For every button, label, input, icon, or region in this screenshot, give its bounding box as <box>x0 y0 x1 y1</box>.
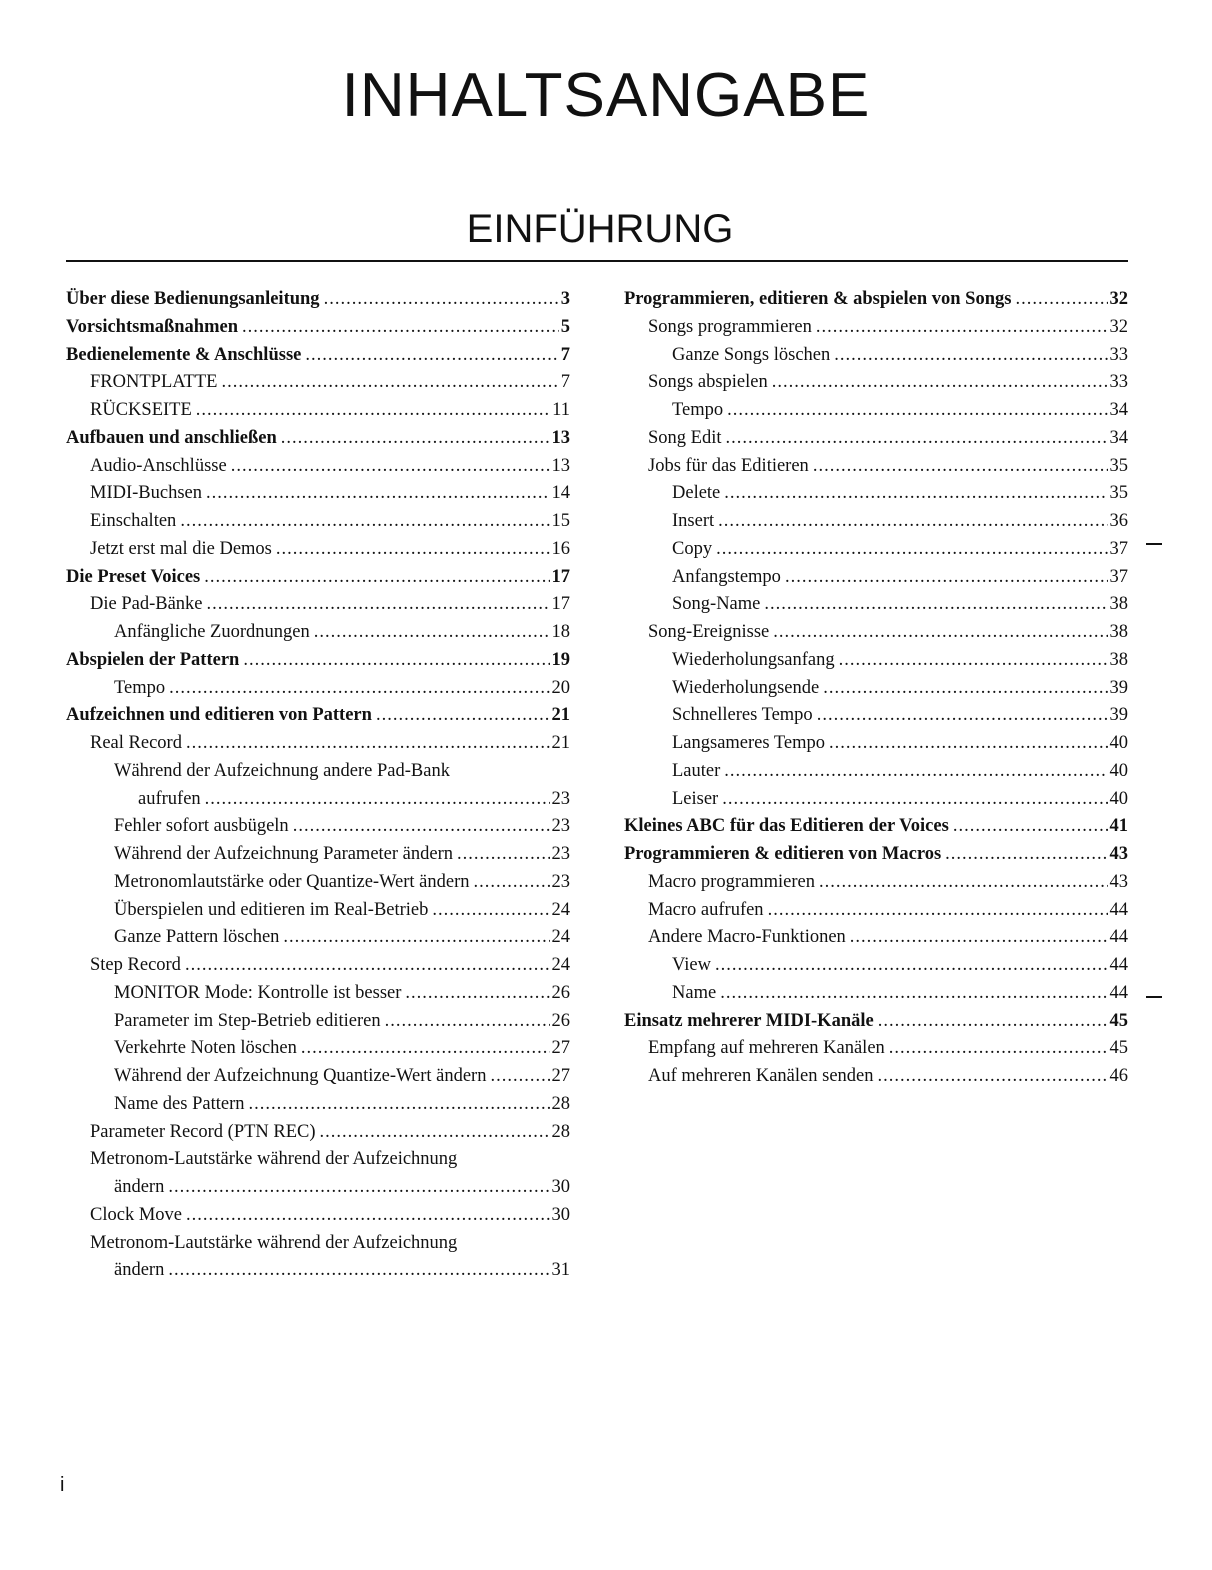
toc-entry[interactable] <box>624 675 1128 703</box>
dot-leader <box>945 841 1107 869</box>
dot-leader <box>314 619 550 647</box>
toc-entry[interactable] <box>66 897 570 925</box>
toc-entry-page: 44 <box>1109 927 1128 948</box>
toc-entry-label: Vorsichtsmaßnahmen <box>66 316 239 337</box>
toc-entry-label: Real Record <box>90 733 182 753</box>
toc-entry-label: RÜCKSEITE <box>90 400 192 420</box>
toc-entry-label: Fehler sofort ausbügeln <box>114 816 289 837</box>
toc-entry-page: 45 <box>1109 1010 1128 1031</box>
dot-leader <box>834 342 1107 370</box>
toc-entry-page: 36 <box>1109 511 1128 531</box>
toc-entry-label: Bedienelemente & Anschlüsse <box>66 344 302 365</box>
toc-entry-page: 19 <box>551 649 570 670</box>
toc-entry[interactable] <box>66 1230 570 1258</box>
toc-entry[interactable] <box>66 924 570 952</box>
toc-entry[interactable] <box>66 536 570 564</box>
toc-entry-page: 30 <box>551 1177 570 1197</box>
dot-leader <box>283 924 549 952</box>
dot-leader <box>305 342 558 370</box>
dot-leader <box>726 425 1108 453</box>
toc-entry-label: Parameter Record (PTN REC) <box>90 1121 316 1142</box>
toc-entry-page: 34 <box>1109 400 1128 420</box>
toc-entry-label: Kleines ABC für das Editieren der Voices <box>624 816 949 837</box>
toc-entry-label: Einsatz mehrerer MIDI-Kanäle <box>624 1010 874 1031</box>
dot-leader <box>185 952 550 980</box>
dot-leader <box>432 897 549 925</box>
dot-leader <box>204 564 549 592</box>
toc-entry-page: 33 <box>1109 372 1128 393</box>
dot-leader <box>718 508 1107 536</box>
dot-leader <box>819 869 1108 897</box>
toc-entry[interactable] <box>66 730 570 758</box>
dot-leader <box>457 841 549 869</box>
toc-entry[interactable] <box>66 841 570 869</box>
toc-entry[interactable] <box>66 675 570 703</box>
toc-entry-page: 38 <box>1109 594 1128 615</box>
toc-entry-page: 24 <box>551 899 570 920</box>
toc-entry-page: 27 <box>551 1038 570 1059</box>
dot-leader <box>186 730 550 758</box>
toc-entry-page: 21 <box>551 705 570 726</box>
dot-leader <box>772 369 1108 397</box>
dot-leader <box>221 369 558 397</box>
toc-entry-label: Lauter <box>672 760 721 781</box>
toc-entry[interactable] <box>624 647 1128 675</box>
toc-entry-page: 20 <box>551 677 570 698</box>
toc-entry-label: Song Edit <box>648 427 722 448</box>
toc-entry-label: Leiser <box>672 788 719 809</box>
toc-entry[interactable] <box>624 342 1128 370</box>
toc-entry-page: 21 <box>551 733 570 753</box>
toc-entry-label: Während der Aufzeichnung Quantize-Wert ändern <box>114 1066 487 1086</box>
toc-entry-label: Anfängliche Zuordnungen <box>114 622 310 642</box>
toc-entry[interactable] <box>66 869 570 897</box>
toc-entry[interactable] <box>624 952 1128 980</box>
toc-entry-page: 18 <box>551 622 570 642</box>
toc-entry-label: MONITOR Mode: Kontrolle ist besser <box>114 982 402 1003</box>
toc-entry[interactable] <box>66 314 570 342</box>
dot-leader <box>276 536 550 564</box>
toc-entry[interactable] <box>624 786 1128 814</box>
dot-leader <box>324 286 559 314</box>
toc-entry-label: Schnelleres Tempo <box>672 705 813 726</box>
toc-entry-page: 35 <box>1109 455 1128 476</box>
dot-leader <box>205 786 550 814</box>
toc-entry-page: 13 <box>551 455 570 476</box>
toc-entry-page: 27 <box>551 1066 570 1086</box>
toc-entry-page: 31 <box>551 1260 570 1281</box>
dot-leader <box>850 924 1108 952</box>
toc-entry-page: 7 <box>560 372 570 393</box>
toc-left-column <box>66 286 570 1285</box>
toc-entry[interactable] <box>66 480 570 508</box>
toc-entry[interactable] <box>66 1035 570 1063</box>
toc-entry-label: Metronom-Lautstärke während der Aufzeichnung <box>90 1149 458 1170</box>
toc-entry[interactable] <box>624 369 1128 397</box>
toc-entry-label: Während der Aufzeichnung Parameter ändern <box>114 844 454 864</box>
toc-entry-label: Über diese Bedienungsanleitung <box>66 289 320 309</box>
toc-entry-page: 3 <box>560 289 570 309</box>
toc-entry-label: FRONTPLATTE <box>90 372 218 393</box>
toc-entry-label: MIDI-Buchsen <box>90 483 203 504</box>
dot-leader <box>764 591 1107 619</box>
margin-mark <box>1146 996 1162 998</box>
dot-leader <box>878 1008 1108 1036</box>
toc-entry[interactable] <box>624 813 1128 841</box>
toc-entry-label: View <box>672 955 711 975</box>
dot-leader <box>785 564 1108 592</box>
toc-entry[interactable] <box>624 758 1128 786</box>
toc-entry[interactable] <box>66 591 570 619</box>
toc-entry[interactable] <box>624 841 1128 869</box>
toc-entry[interactable] <box>624 1035 1128 1063</box>
toc-entry-page: 15 <box>551 511 570 531</box>
toc-entry[interactable] <box>66 1091 570 1119</box>
toc-entry[interactable] <box>66 758 570 786</box>
toc-entry-label: Die Preset Voices <box>66 566 201 587</box>
toc-entry-label: Einschalten <box>90 511 177 531</box>
toc-entry-page: 45 <box>1109 1038 1128 1059</box>
dot-leader <box>724 758 1107 786</box>
toc-entry-label: Aufzeichnen und editieren von Pattern <box>66 705 372 726</box>
toc-right-column <box>624 286 1128 1091</box>
toc-entry-page: 44 <box>1109 899 1128 920</box>
toc-entry[interactable] <box>66 1257 570 1285</box>
dot-leader <box>813 453 1108 481</box>
toc-entry[interactable] <box>66 1008 570 1036</box>
toc-entry-page: 40 <box>1109 733 1128 753</box>
toc-entry-page: 13 <box>551 427 570 448</box>
toc-entry-page: 39 <box>1109 677 1128 698</box>
toc-entry[interactable] <box>66 1202 570 1230</box>
toc-entry[interactable] <box>66 1174 570 1202</box>
dot-leader <box>320 1119 550 1147</box>
toc-entry-label: Jetzt erst mal die Demos <box>90 538 272 559</box>
toc-entry-label: Überspielen und editieren im Real-Betrieb <box>114 899 429 920</box>
toc-entry-label: Tempo <box>114 677 166 698</box>
dot-leader <box>716 536 1107 564</box>
page-number: i <box>60 1474 65 1496</box>
toc-entry[interactable] <box>624 1063 1128 1091</box>
toc-entry-page: 24 <box>551 955 570 975</box>
dot-leader <box>839 647 1108 675</box>
dot-leader <box>180 508 549 536</box>
dot-leader <box>953 813 1108 841</box>
dot-leader <box>206 480 549 508</box>
toc-entry[interactable] <box>624 619 1128 647</box>
dot-leader <box>376 702 550 730</box>
toc-entry-label: Programmieren & editieren von Macros <box>624 844 942 864</box>
dot-leader <box>768 897 1108 925</box>
toc-entry-label: Macro programmieren <box>648 871 815 892</box>
toc-entry[interactable] <box>66 1119 570 1147</box>
toc-entry-page: 43 <box>1109 871 1128 892</box>
toc-entry-label: Wiederholungsanfang <box>672 649 835 670</box>
toc-entry-page: 28 <box>551 1093 570 1114</box>
toc-entry-page: 30 <box>551 1204 570 1225</box>
toc-entry-label: Name des Pattern <box>114 1093 245 1114</box>
toc-entry-page: 26 <box>551 1010 570 1031</box>
dot-leader <box>281 425 550 453</box>
dot-leader <box>301 1035 550 1063</box>
toc-entry-label: Jobs für das Editieren <box>648 455 809 476</box>
toc-entry-page: 32 <box>1109 316 1128 337</box>
toc-entry[interactable] <box>66 1063 570 1091</box>
toc-entry-page: 35 <box>1109 483 1128 504</box>
toc-entry[interactable] <box>66 647 570 675</box>
toc-entry[interactable] <box>66 453 570 481</box>
toc-entry-page: 37 <box>1109 566 1128 587</box>
toc-entry[interactable] <box>624 702 1128 730</box>
toc-entry-page: 38 <box>1109 649 1128 670</box>
toc-entry-page: 23 <box>551 788 570 809</box>
toc-entry-label: Auf mehreren Kanälen senden <box>648 1066 874 1086</box>
toc-entry[interactable] <box>624 924 1128 952</box>
toc-entry[interactable] <box>66 1146 570 1174</box>
toc-entry[interactable] <box>624 869 1128 897</box>
toc-entry-page: 17 <box>551 566 570 587</box>
dot-leader <box>293 813 550 841</box>
toc-entry-label: Die Pad-Bänke <box>90 594 203 615</box>
toc-entry[interactable] <box>66 369 570 397</box>
toc-entry-page: 23 <box>551 844 570 864</box>
toc-entry-label: Delete <box>672 483 721 504</box>
dot-leader <box>722 786 1107 814</box>
dot-leader <box>249 1091 550 1119</box>
toc-entry-page: 39 <box>1109 705 1128 726</box>
toc-entry-page: 32 <box>1109 289 1128 309</box>
toc-entry-label: Tempo <box>672 400 724 420</box>
dot-leader <box>1015 286 1107 314</box>
toc-entry-page: 41 <box>1109 816 1128 837</box>
toc-entry-label: Metronom-Lautstärke während der Aufzeichnung <box>90 1232 458 1253</box>
toc-entry-label: Während der Aufzeichnung andere Pad-Bank <box>114 760 450 781</box>
toc-entry[interactable] <box>624 314 1128 342</box>
toc-entry-page: 23 <box>551 816 570 837</box>
dot-leader <box>823 675 1107 703</box>
toc-entry[interactable] <box>66 702 570 730</box>
dot-leader <box>720 980 1107 1008</box>
dot-leader <box>724 480 1107 508</box>
dot-leader <box>773 619 1107 647</box>
toc-entry[interactable] <box>66 813 570 841</box>
toc-entry-page: 26 <box>551 982 570 1003</box>
dot-leader <box>231 453 550 481</box>
toc-entry-page: 34 <box>1109 427 1128 448</box>
dot-leader <box>405 980 549 1008</box>
toc-entry-page: 44 <box>1109 982 1128 1003</box>
toc-entry-label: Aufbauen und anschließen <box>66 427 277 448</box>
margin-mark <box>1146 543 1162 545</box>
toc-entry-label: Macro aufrufen <box>648 899 764 920</box>
toc-entry[interactable] <box>624 536 1128 564</box>
toc-entry-label: Songs abspielen <box>648 372 768 393</box>
dot-leader <box>474 869 550 897</box>
toc-entry-page: 14 <box>551 483 570 504</box>
toc-entry-label: Programmieren, editieren & abspielen von Songs <box>624 289 1012 309</box>
toc-entry-label: Anfangstempo <box>672 566 781 587</box>
toc-entry-label: Langsameres Tempo <box>672 733 825 753</box>
toc-entry[interactable] <box>624 425 1128 453</box>
toc-entry-page: 40 <box>1109 760 1128 781</box>
toc-entry-label: Song-Name <box>672 594 761 615</box>
toc-entry-label: Copy <box>672 538 713 559</box>
toc-entry[interactable] <box>66 564 570 592</box>
dot-leader <box>889 1035 1108 1063</box>
toc-entry-page: 23 <box>551 871 570 892</box>
toc-entry[interactable] <box>66 786 570 814</box>
toc-entry-label: ändern <box>114 1177 165 1197</box>
toc-entry-page: 16 <box>551 538 570 559</box>
toc-entry-label: Ganze Pattern löschen <box>114 927 280 948</box>
toc-entry[interactable] <box>66 619 570 647</box>
toc-entry-label: Insert <box>672 511 715 531</box>
toc-entry[interactable] <box>66 342 570 370</box>
toc-entry[interactable] <box>624 1008 1128 1036</box>
dot-leader <box>168 1257 549 1285</box>
toc-entry-label: Step Record <box>90 955 181 975</box>
toc-entry-label: Andere Macro-Funktionen <box>648 927 846 948</box>
toc-entry[interactable] <box>624 453 1128 481</box>
toc-entry-label: ändern <box>114 1260 165 1281</box>
dot-leader <box>196 397 550 425</box>
toc-entry-label: Parameter im Step-Betrieb editieren <box>114 1010 381 1031</box>
toc-entry-label: Empfang auf mehreren Kanälen <box>648 1038 885 1059</box>
toc-entry-label: Audio-Anschlüsse <box>90 455 227 476</box>
toc-entry-label: Verkehrte Noten löschen <box>114 1038 297 1059</box>
toc-entry-label: Clock Move <box>90 1204 182 1225</box>
toc-entry-page: 46 <box>1109 1066 1128 1086</box>
dot-leader <box>243 647 549 675</box>
toc-entry[interactable] <box>624 980 1128 1008</box>
toc-entry-page: 7 <box>560 344 570 365</box>
toc-entry-page: 28 <box>551 1121 570 1142</box>
dot-leader <box>186 1202 550 1230</box>
toc-entry[interactable] <box>624 591 1128 619</box>
dot-leader <box>878 1063 1108 1091</box>
toc-entry[interactable] <box>66 952 570 980</box>
toc-entry-label: Ganze Songs löschen <box>672 344 831 365</box>
toc-entry[interactable] <box>66 980 570 1008</box>
toc-entry[interactable] <box>624 897 1128 925</box>
section-title: EINFÜHRUNG <box>466 207 734 251</box>
dot-leader <box>490 1063 549 1091</box>
toc-entry[interactable] <box>624 730 1128 758</box>
toc-entry-label: aufrufen <box>138 788 201 809</box>
toc-entry[interactable] <box>66 508 570 536</box>
toc-entry-page: 33 <box>1109 344 1128 365</box>
toc-entry-page: 40 <box>1109 788 1128 809</box>
dot-leader <box>168 1174 549 1202</box>
toc-entry-label: Songs programmieren <box>648 316 812 337</box>
toc-entry-page: 5 <box>560 316 570 337</box>
toc-entry[interactable] <box>624 480 1128 508</box>
dot-leader <box>715 952 1108 980</box>
toc-entry-label: Metronomlautstärke oder Quantize-Wert ändern <box>114 871 470 892</box>
dot-leader <box>829 730 1108 758</box>
dot-leader <box>727 397 1107 425</box>
dot-leader <box>207 591 550 619</box>
dot-leader <box>169 675 549 703</box>
toc-entry-label: Name <box>672 982 717 1003</box>
toc-entry[interactable] <box>624 508 1128 536</box>
page-title: INHALTSANGABE <box>341 61 871 130</box>
toc-entry-page: 44 <box>1109 955 1128 975</box>
toc-entry-page: 24 <box>551 927 570 948</box>
toc-entry[interactable] <box>66 397 570 425</box>
dot-leader <box>242 314 559 342</box>
toc-entry-page: 17 <box>551 594 570 615</box>
toc-entry-label: Song-Ereignisse <box>648 622 770 642</box>
toc-entry-label: Wiederholungsende <box>672 677 820 698</box>
toc-entry[interactable] <box>624 564 1128 592</box>
section-divider <box>66 260 1128 262</box>
toc-entry[interactable] <box>624 397 1128 425</box>
toc-entry-page: 38 <box>1109 622 1128 642</box>
toc-entry[interactable] <box>624 286 1128 314</box>
toc-entry-label: Abspielen der Pattern <box>66 649 240 670</box>
dot-leader <box>816 314 1108 342</box>
toc-entry-page: 37 <box>1109 538 1128 559</box>
dot-leader <box>385 1008 550 1036</box>
toc-entry-page: 43 <box>1109 844 1128 864</box>
toc-entry-page: 11 <box>552 400 570 420</box>
toc-entry[interactable] <box>66 286 570 314</box>
dot-leader <box>817 702 1108 730</box>
toc-entry[interactable] <box>66 425 570 453</box>
